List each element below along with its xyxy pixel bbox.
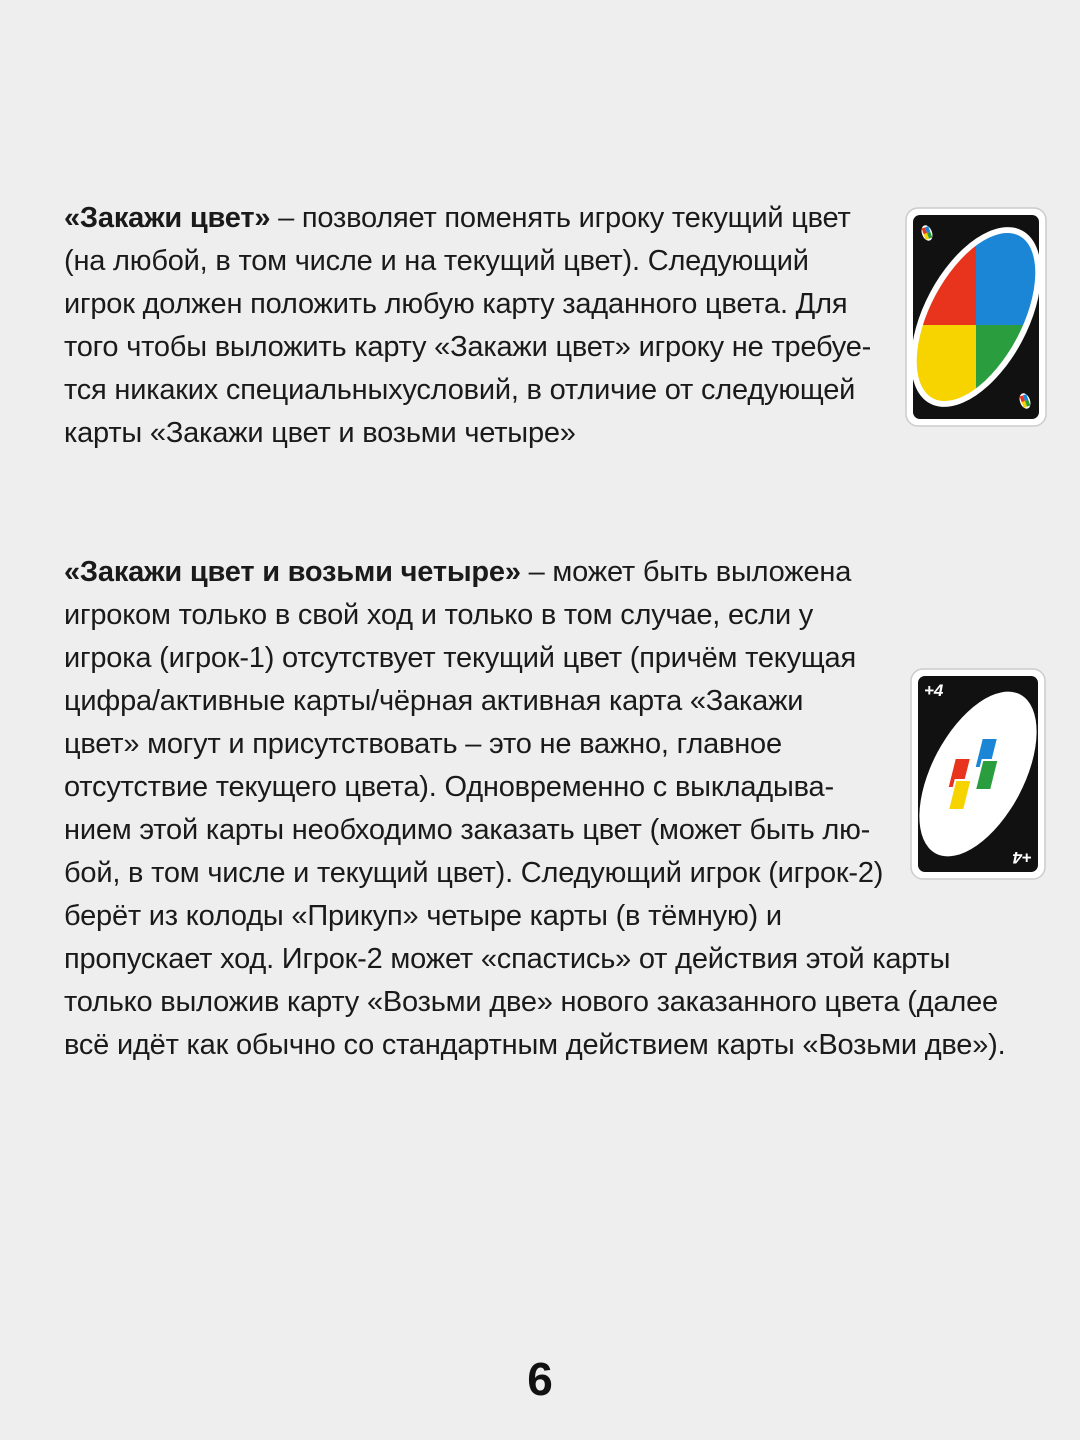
term-wild-draw-four: «Закажи цвет и возьми четыре» <box>64 556 521 588</box>
text-line: всё идёт как обычно со стандартным действием карты «Возьми две»). <box>64 1029 1006 1061</box>
text-line: берёт из колоды «Прикуп» четыре карты (в тёмную) и <box>64 900 782 932</box>
text-line: игрока (игрок-1) отсутствует текущий цвет (причём текущая <box>64 642 856 674</box>
wild-draw-four-description <box>64 551 1024 1067</box>
text-line: пропускает ход. Игрок-2 может «спастись» от действия этой карты <box>64 943 951 975</box>
text-line: игроком только в свой ход и только в том случае, если у <box>64 599 814 631</box>
text-line: только выложив карту «Возьми две» нового заказанного цвета (далее <box>64 986 998 1018</box>
text-line: игрок должен положить любую карту заданного цвета. Для <box>64 288 848 320</box>
text-line: отсутствие текущего цвета). Одновременно с выкладыва- <box>64 771 834 803</box>
text-line: тся никаких специальныхусловий, в отличие от следующей <box>64 374 856 406</box>
text-line: цвет» могут и присутствовать – это не важно, главное <box>64 728 782 760</box>
plus-four-label-top: +4 <box>924 681 944 700</box>
text-line: бой, в том числе и текущий цвет). Следующий игрок (игрок-2) <box>64 857 884 889</box>
wild-card-image <box>905 207 1047 427</box>
page-number: 6 <box>527 1353 553 1405</box>
text-line: цифра/активные карты/чёрная активная карта «Закажи <box>64 685 804 717</box>
wild-draw-four-card-image <box>910 668 1046 880</box>
text-line: того чтобы выложить карту «Закажи цвет» игроку не требуе- <box>64 331 872 363</box>
text-line: «Закажи цвет и возьми четыре» – может быть выложена <box>64 556 852 588</box>
wild-card-description <box>64 197 894 455</box>
plus-four-label-bottom: +4 <box>1012 848 1032 867</box>
text-line: (на любой, в том числе и на текущий цвет). Следующий <box>64 245 809 277</box>
text-line: «Закажи цвет» – позволяет поменять игроку текущий цвет <box>64 202 851 234</box>
term-wild: «Закажи цвет» <box>64 202 271 234</box>
text-line: карты «Закажи цвет и возьми четыре» <box>64 417 576 449</box>
text-line: нием этой карты необходимо заказать цвет (может быть лю- <box>64 814 871 846</box>
